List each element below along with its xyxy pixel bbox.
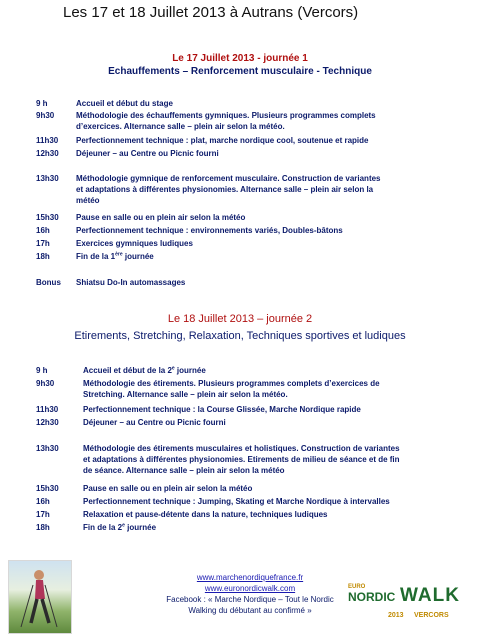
activity-line: et adaptations à différentes physionomies. Alternance salle – plein air selon la	[76, 185, 374, 194]
activity-text: journée	[122, 252, 154, 261]
row-activity: Perfectionnement technique : plat, marche nordique cool, soutenue et rapide	[76, 136, 369, 145]
row-time: 9h30	[36, 379, 55, 388]
activity-line: météo	[76, 196, 100, 205]
logo-euro: EURO	[348, 584, 366, 590]
activity-line: Méthodologie des étirements musculaires et holistiques. Construction de variantes	[83, 444, 400, 453]
row-activity	[83, 522, 455, 533]
row-time: Bonus	[36, 278, 61, 287]
euronordicwalk-logo	[344, 584, 464, 628]
website-link-euronordicwalk[interactable]: www.euronordicwalk.com	[204, 584, 296, 593]
row-activity: Perfectionnement technique : Jumping, Skating et Marche Nordique à intervalles	[83, 497, 390, 506]
activity-line: Méthodologie des échauffements gymniques. Plusieurs programmes complets	[76, 111, 376, 120]
row-activity	[83, 443, 455, 476]
activity-line: Méthodologie gymnique de renforcement musculaire. Construction de variantes	[76, 174, 381, 183]
activity-line: d’exercices. Alternance salle – plein air selon la météo.	[76, 122, 285, 131]
row-time: 17h	[36, 239, 50, 248]
row-time: 12h30	[36, 149, 59, 158]
facebook-text: Facebook : « Marche Nordique – Tout le Nordic	[166, 595, 334, 604]
logo-nordic: NORDIC	[348, 590, 396, 604]
page-title: Les 17 et 18 Juillet 2013 à Autrans (Vercors)	[63, 4, 359, 21]
row-time: 13h30	[36, 444, 59, 453]
row-time: 9h30	[36, 111, 55, 120]
row-activity	[76, 251, 441, 262]
row-activity	[76, 173, 441, 206]
row-activity: Déjeuner – au Centre ou Picnic fourni	[83, 418, 226, 427]
row-time: 16h	[36, 226, 50, 235]
activity-text: Fin de la 2	[83, 523, 123, 532]
footer-links	[140, 572, 360, 616]
ordinal-suffix: e	[171, 365, 175, 372]
day1-subheading: Echauffements – Renforcement musculaire - Technique	[108, 66, 372, 77]
activity-line: de séance. Alternance salle – plein air selon la météo	[83, 466, 285, 475]
row-activity	[76, 110, 441, 132]
day2-heading: Le 18 Juillet 2013 – journée 2	[167, 313, 313, 325]
tagline-text: Walking du débutant au confirmé »	[188, 606, 312, 615]
nordic-walker-photo	[8, 560, 72, 634]
row-activity: Shiatsu Do-In automassages	[76, 278, 186, 287]
row-time: 18h	[36, 523, 50, 532]
row-activity: Perfectionnement technique : la Course Glissée, Marche Nordique rapide	[83, 405, 361, 414]
ordinal-suffix: e	[122, 522, 125, 529]
row-activity	[83, 365, 455, 376]
row-time: 15h30	[36, 213, 59, 222]
walker-figure-icon	[9, 561, 71, 633]
logo-walk: WALK	[400, 585, 460, 606]
activity-line: Méthodologie des étirements. Plusieurs programmes complets d’exercices de	[83, 379, 380, 388]
row-activity: Pause en salle ou en plein air selon la météo	[76, 213, 246, 222]
row-time: 15h30	[36, 484, 59, 493]
day1-heading-block	[0, 52, 480, 78]
row-time: 9 h	[36, 366, 48, 375]
row-activity: Perfectionnement technique : environnements variés, Doubles-bâtons	[76, 226, 343, 235]
row-activity: Exercices gymniques ludiques	[76, 239, 193, 248]
day2-heading-block	[0, 313, 480, 343]
row-activity: Relaxation et pause-détente dans la nature, techniques ludiques	[83, 510, 328, 519]
day1-heading: Le 17 Juillet 2013 - journée 1	[172, 53, 308, 64]
activity-text: Fin de la 1	[76, 252, 116, 261]
row-activity: Pause en salle ou en plein air selon la météo	[83, 484, 253, 493]
logo-vercors: VERCORS	[414, 612, 449, 619]
row-time: 18h	[36, 252, 50, 261]
row-activity	[83, 378, 455, 400]
row-time: 17h	[36, 510, 50, 519]
activity-line: Stretching. Alternance salle – plein air selon la météo.	[83, 390, 288, 399]
website-link-marchenordique[interactable]: www.marchenordiquefrance.fr	[196, 573, 304, 582]
day2-subheading: Etirements, Stretching, Relaxation, Techniques sportives et ludiques	[74, 330, 406, 342]
activity-text: Accueil et début de la 2	[83, 366, 172, 375]
activity-line: et adaptations à différentes physionomies. Etirements de milieu de séance et de fin	[83, 455, 400, 464]
row-time: 11h30	[36, 136, 59, 145]
row-time: 9 h	[36, 99, 48, 108]
row-time: 13h30	[36, 174, 59, 183]
activity-text: journée	[174, 366, 206, 375]
row-time: 12h30	[36, 418, 59, 427]
row-activity: Accueil et début du stage	[76, 99, 173, 108]
row-activity: Déjeuner – au Centre ou Picnic fourni	[76, 149, 219, 158]
ordinal-suffix: ère	[115, 251, 123, 258]
row-time: 16h	[36, 497, 50, 506]
logo-year: 2013	[388, 612, 404, 619]
activity-text: journée	[124, 523, 157, 532]
row-time: 11h30	[36, 405, 59, 414]
